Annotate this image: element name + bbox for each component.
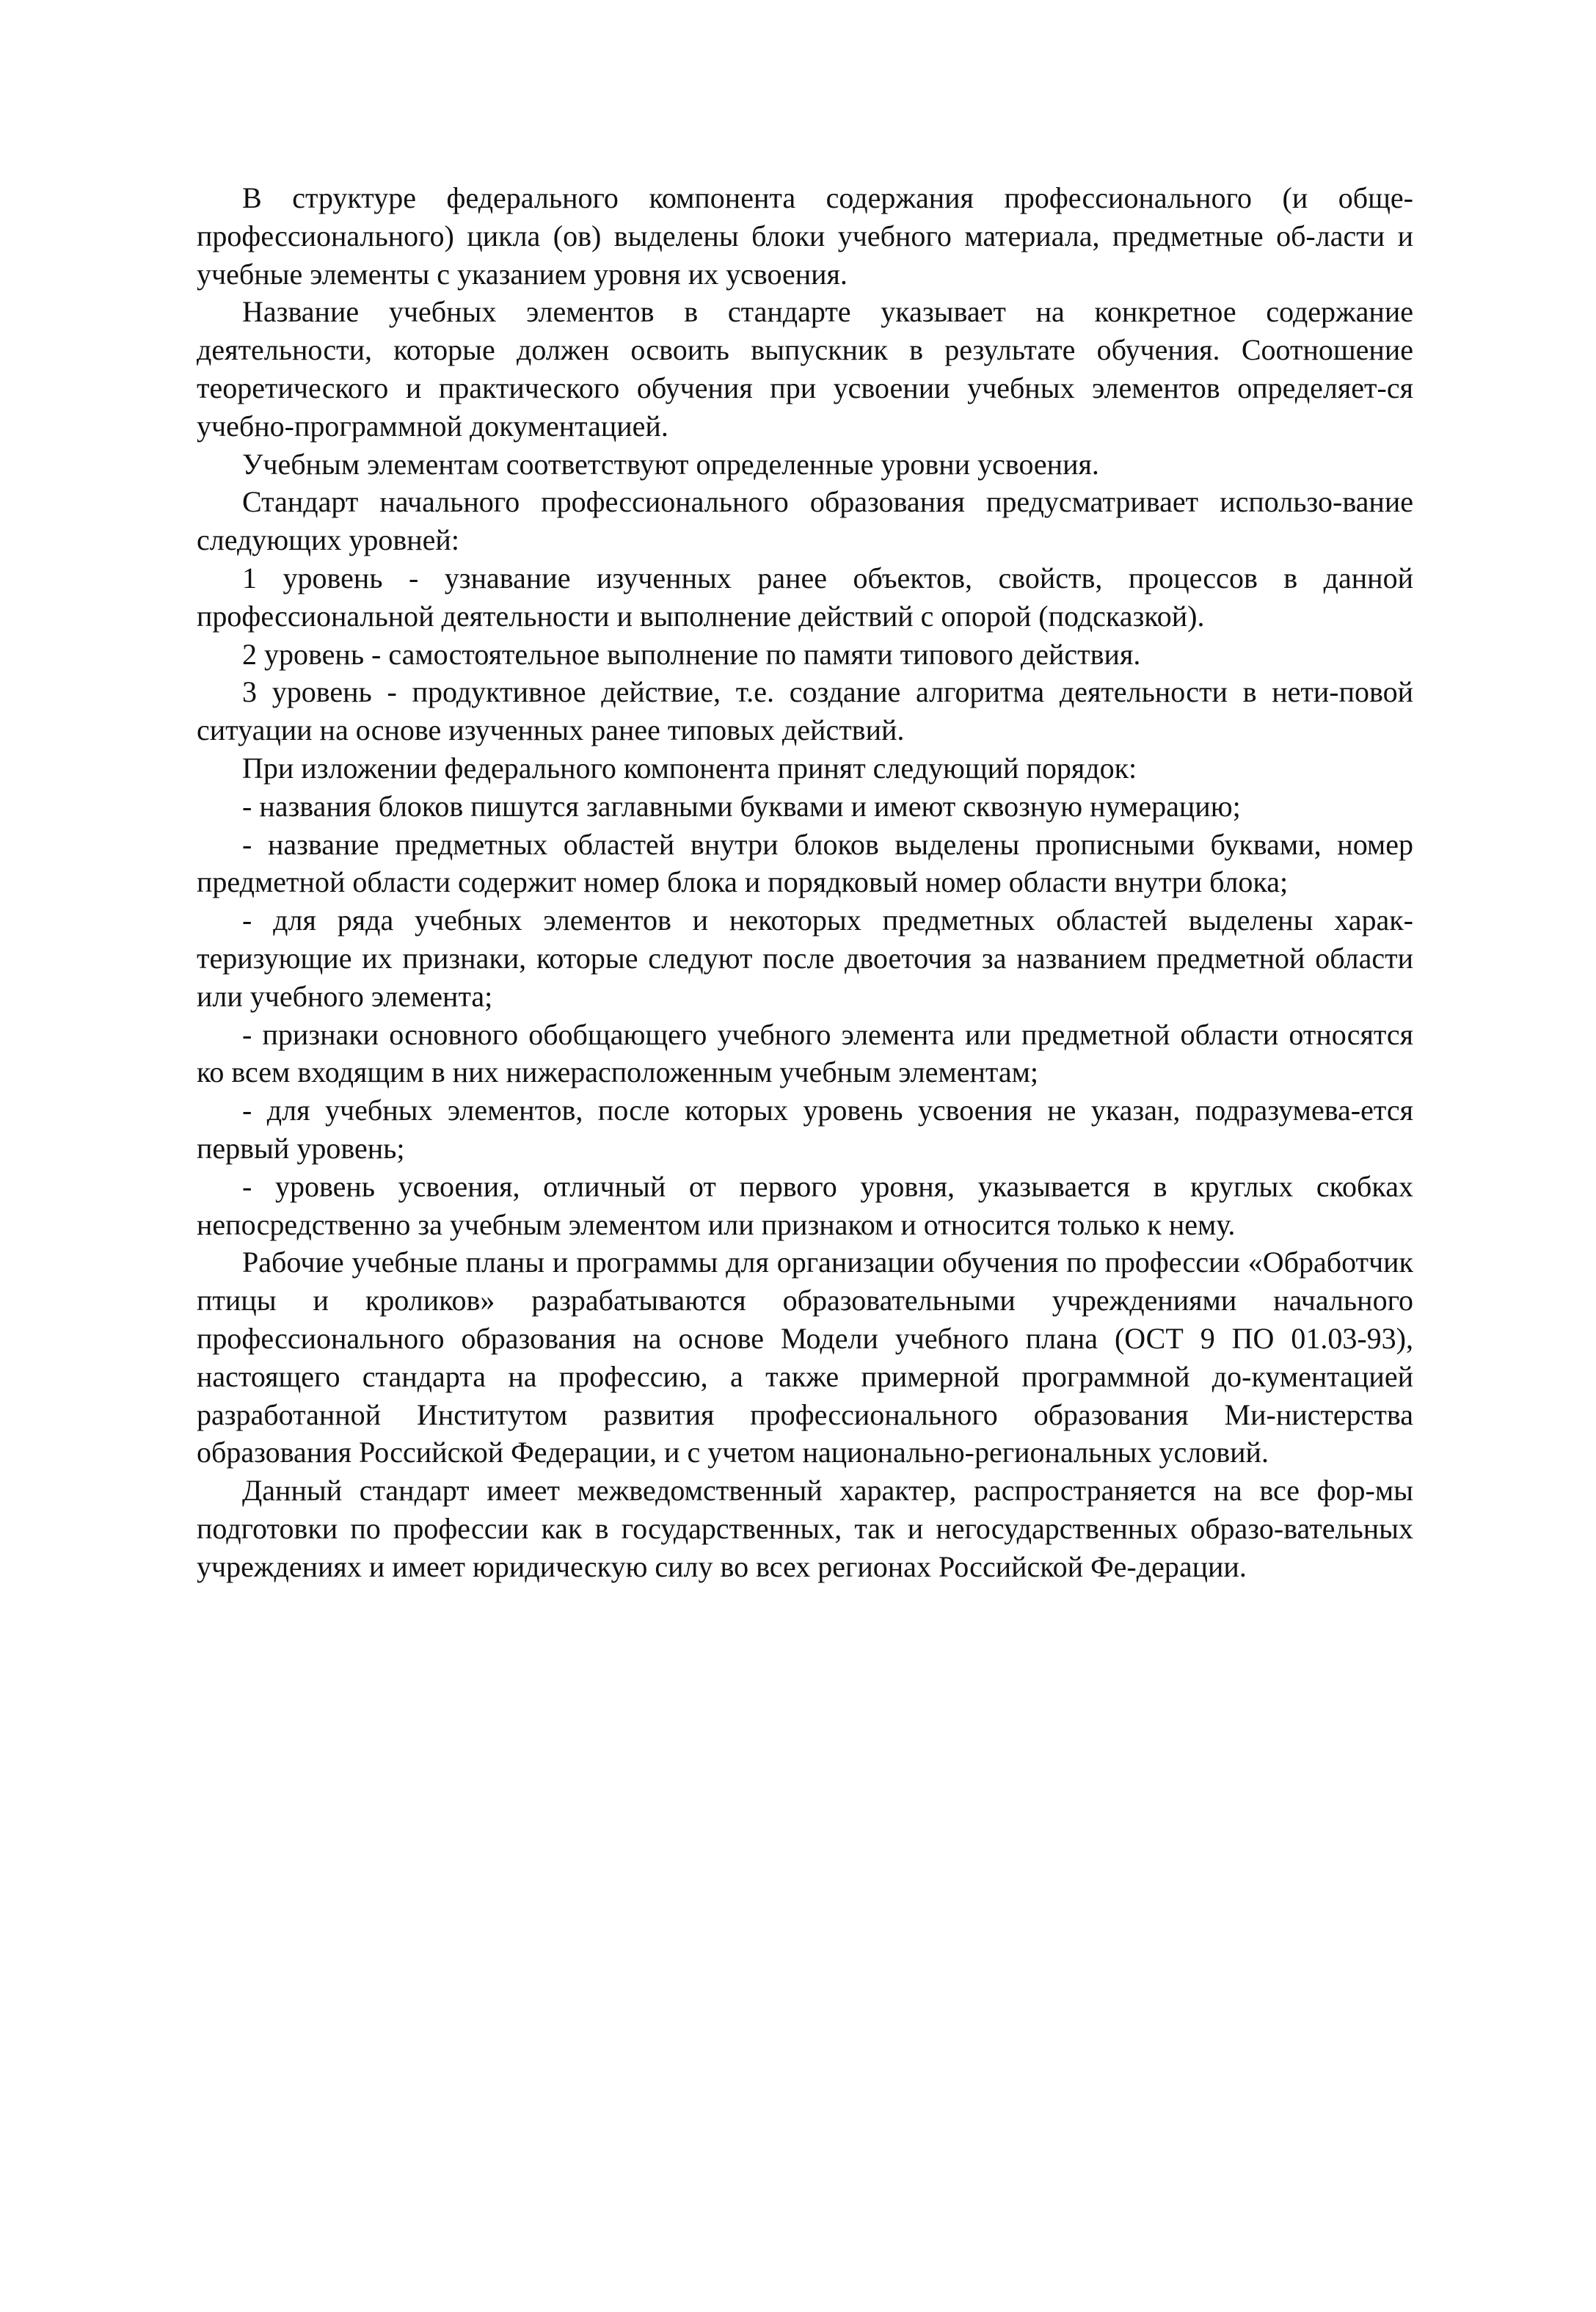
paragraph-level-2: 2 уровень - самостоятельное выполнение по памяти типового действия.: [242, 637, 1141, 671]
list-item-other-level: - уровень усвоения, отличный от первого уровня, указывается в круглых скобках непосредственно за учебным элементом или признаком и относится только к нему.: [197, 1169, 1413, 1241]
paragraph-curricula: Рабочие учебные планы и программы для организации обучения по профессии «Обработчик птицы и кроликов» разрабатываются образовательными учреждениями начального профессионального образования на основе Модели учебного плана (ОСТ 9 ПО 01.03-93), настоящего стандарта на профессию, а также примерной программной до-кументацией разработанной Институтом развития профессионального образования Ми-нистерства образования Российской Федерации, и с учетом национально-региональных условий.: [197, 1246, 1413, 1469]
list-item-general-attributes: - признаки основного обобщающего учебного элемента или предметной области относятся ко всем входящим в них нижерасположенным учебным элементам;: [197, 1017, 1413, 1089]
body-text: [197, 179, 1413, 1585]
paragraph-level-3: 3 уровень - продуктивное действие, т.е. создание алгоритма деятельности в нети-повой ситуации на основе изученных ранее типовых действий.: [197, 675, 1413, 747]
list-item-block-names: - названия блоков пишутся заглавными буквами и имеют сквозную нумерацию;: [242, 789, 1241, 823]
list-item-default-level: - для учебных элементов, после которых уровень усвоения не указан, подразумева-ется первый уровень;: [197, 1094, 1413, 1165]
paragraph-level-1: 1 уровень - узнавание изученных ранее объектов, свойств, процессов в данной профессиональной деятельности и выполнение действий с опорой (подсказкой).: [197, 561, 1413, 633]
paragraph-order-intro: При изложении федерального компонента принят следующий порядок:: [242, 751, 1137, 785]
paragraph-levels-intro: Учебным элементам соответствуют определенные уровни усвоения.: [242, 447, 1099, 481]
paragraph-structure: В структуре федерального компонента содержания профессионального (и обще-профессионального) цикла (ов) выделены блоки учебного материала, предметные об-ласти и учебные элементы с указанием уровня их усвоения.: [197, 181, 1413, 291]
list-item-attributes: - для ряда учебных элементов и некоторых предметных областей выделены харак-теризующие их признаки, которые следуют после двоеточия за названием предметной области или учебного элемента;: [197, 904, 1413, 1013]
list-item-subject-areas: - название предметных областей внутри блоков выделены прописными буквами, номер предметной области содержит номер блока и порядковый номер области внутри блока;: [197, 827, 1413, 899]
paragraph-scope: Данный стандарт имеет межведомственный характер, распространяется на все фор-мы подготовки по профессии как в государственных, так и негосударственных образо-вательных учреждениях и имеет юридическую силу во всех регионах Российской Фе-дерации.: [197, 1474, 1413, 1583]
paragraph-standard-levels: Стандарт начального профессионального образования предусматривает использо-вание следующих уровней:: [197, 485, 1413, 557]
paragraph-element-names: Название учебных элементов в стандарте указывает на конкретное содержание деятельности, которые должен освоить выпускник в результате обучения. Соотношение теоретического и практического обучения при усвоении учебных элементов определяет-ся учебно-программной документацией.: [197, 295, 1413, 443]
